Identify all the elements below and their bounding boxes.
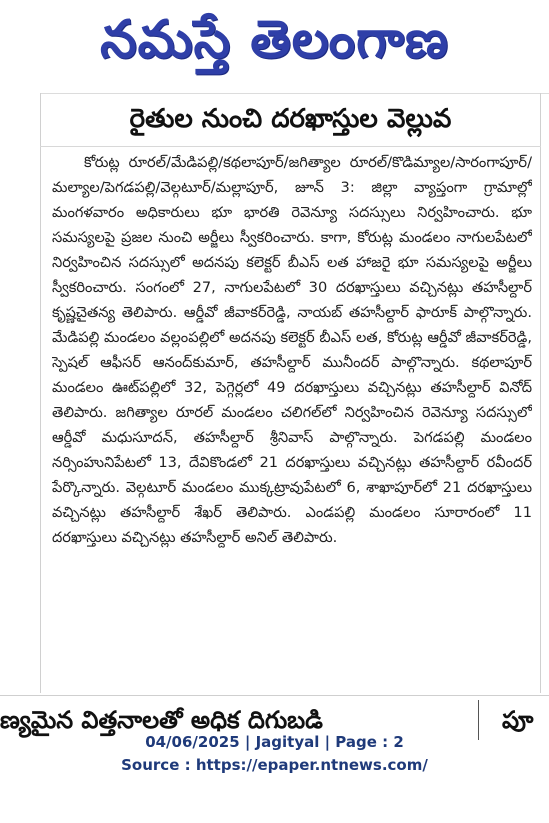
masthead	[0, 0, 549, 92]
headline-divider	[40, 146, 541, 147]
top-divider	[40, 93, 549, 94]
bottom-divider	[0, 695, 549, 696]
left-column-rule	[40, 93, 41, 693]
footer-meta: 04/06/2025 | Jagityal | Page : 2	[145, 733, 404, 751]
footer-source: Source : https://epaper.ntnews.com/	[121, 756, 428, 774]
next-article-right-headline: పూ	[502, 706, 534, 734]
article-body: కోరుట్ల రూరల్/మేడిపల్లి/కథలాపూర్/జగిత్యాల రూరల్/కొడిమ్యాల/సారంగాపూర్/మల్యాల/పెగడపల్లి/వెల్గటూర్/మల్లాపూర్, జూన్ 3: జిల్లా వ్యాప్తంగా గ్రామాల్లో మంగళవారం అధికారులు భూ భారతి రెవెన్యూ సదస్సులు నిర్వహించారు. భూ సమస్యలపై ప్రజల నుంచి అర్జీలు స్వీకరించారు. కాగా, కోరుట్ల మండలం నాగులపేటలో నిర్వహించిన సదస్సులో అదనపు కలెక్టర్ బీఎస్ లత హాజరై భూ సమస్యలపై అర్జీలు స్వీకరించారు. సంగంలో 27, నాగులపేటలో 30 దరఖాస్తులు వచ్చినట్లు తహసీల్దార్ కృష్ణచైతన్య తెలిపారు. ఆర్డీవో జీవాకర్‌రెడ్డి, నాయబ్ తహసీల్దార్ ఫారూక్ పాల్గొన్నారు. మేడిపల్లి మండలం వల్లంపల్లిలో అదనపు కలెక్టర్ బీఎస్ లత, కోరుట్ల ఆర్డీవో జీవాకర్‌రెడ్డి, స్పెషల్ ఆఫీసర్ ఆనంద్‌కుమార్, తహసీల్దార్ మునీందర్ పాల్గొన్నారు. కథలాపూర్ మండలం ఊట్‌పల్లిలో 32, పెగ్గెర్లలో 49 దరఖాస్తులు వచ్చినట్లు తహసీల్దార్ వినోద్ తెలిపారు. జగిత్యాల రూరల్ మండలం చలిగల్‌లో నిర్వహించిన రెవెన్యూ సదస్సులో ఆర్డీవో మధుసూదన్, తహసీల్దార్ శ్రీనివాస్ పాల్గొన్నారు. పెగడపల్లి మండలం నర్సింహునిపేటలో 13, దేవికొండలో 21 దరఖాస్తులు వచ్చినట్లు తహసీల్దార్ రవీందర్ పేర్కొన్నారు. వెల్గటూర్ మండలం ముక్కట్రావుపేటలో 6, శాఖాపూర్‌లో 21 దరఖాస్తులు వచ్చినట్లు తహసీల్దార్ శేఖర్ తెలిపారు. ఎండపల్లి మండలం సూరారంలో 11 దరఖాస్తులు వచ్చినట్లు తహసీల్దార్ అనిల్ తెలిపారు.	[52, 154, 532, 546]
article-headline: రైతుల నుంచి దరఖాస్తుల వెల్లువ	[129, 104, 452, 134]
right-column-rule	[540, 93, 541, 693]
masthead-logo-text: నమస్తే తెలంగాణ	[100, 9, 449, 70]
next-article-headline: ణ్యమైన విత్తనాలతో అధిక దిగుబడి	[0, 706, 323, 734]
